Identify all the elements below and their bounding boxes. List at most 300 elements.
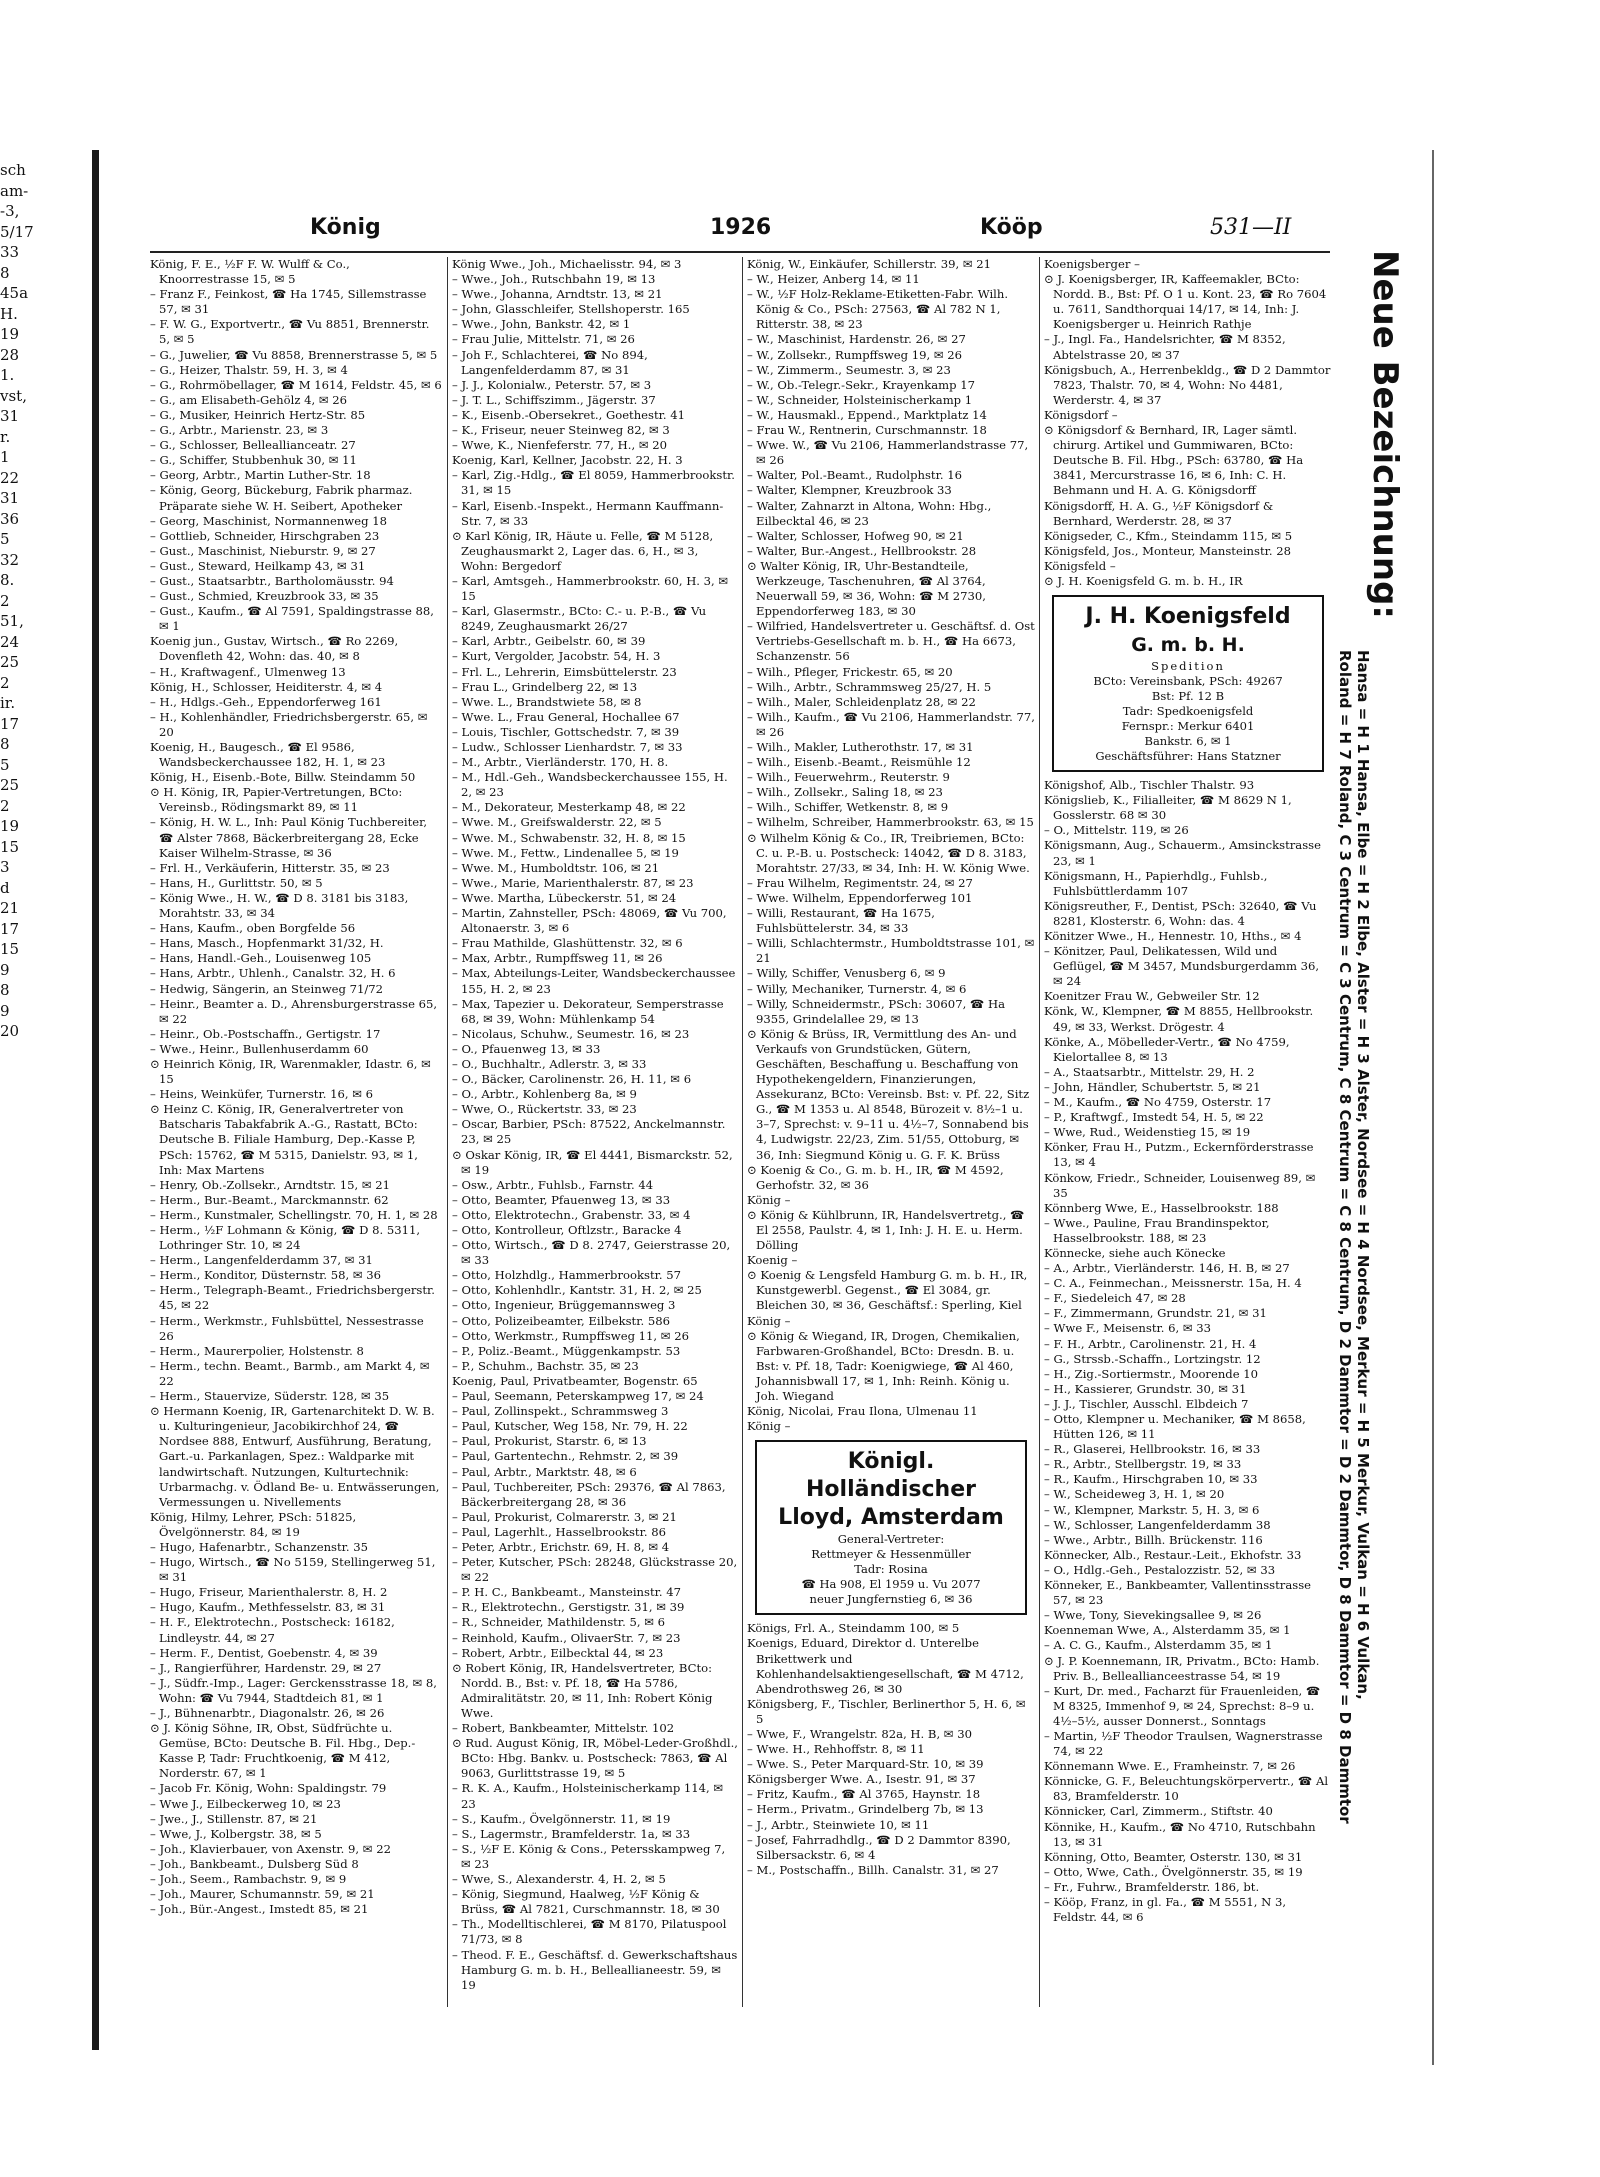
directory-entry: – Heinr., Beamter a. D., Ahrensburgerstrasse 65, ✉ 22 xyxy=(150,996,438,1026)
directory-entry: – Josef, Fahrradhdlg., ☎ D 2 Dammtor 8390, Silbersackstr. 6, ✉ 4 xyxy=(747,1832,1011,1862)
directory-entry: Könke, A., Möbelleder-Vertr., ☎ No 4759, Kielortallee 8, ✉ 13 xyxy=(1044,1034,1290,1064)
directory-entry: ⊙ J. Koenigsberger, IR, Kaffeemakler, BCto: Nordd. B., Bst: Pf. O 1 u. Kont. 23, ☎ Ro 7604 u. 7611, Sandthorquai 14/17, ✉ 14, Inh: J. Koenigsberger u. Heinrich Rathje xyxy=(1044,272,1327,332)
directory-entry: König, H., Eisenb.-Bote, Billw. Steindamm 50 xyxy=(150,770,416,785)
ad-line: Tadr: Spedkoenigsfeld xyxy=(1122,704,1254,719)
fragment-line: 15 xyxy=(0,837,20,856)
directory-entry: – W., Maschinist, Hardenstr. 26, ✉ 27 xyxy=(747,332,966,347)
ad-title-line2: G. m. b. H. xyxy=(1131,634,1245,657)
directory-entry: – Heinr., Ob.-Postschaffn., Gertigstr. 17 xyxy=(150,1026,381,1041)
directory-entry: – Paul, Gartentechn., Rehmstr. 2, ✉ 39 xyxy=(452,1449,679,1464)
directory-entry: – Wilh., Makler, Lutherothstr. 17, ✉ 31 xyxy=(747,740,974,754)
directory-entry: – Paul, Tuchbereiter, PSch: 29376, ☎ Al 7863, Bäckerbreitergang 28, ✉ 36 xyxy=(452,1479,726,1509)
fragment-line: 20 xyxy=(0,1022,20,1040)
fragment-line: 51, xyxy=(0,612,24,630)
directory-entry: Königsdorff, H. A. G., ½F Königsdorf & Bernhard, Werderstr. 28, ✉ 37 xyxy=(1044,498,1274,528)
directory-entry: Königsreuther, F., Dentist, PSch: 32640, ☎ Vu 8281, Klosterstr. 6, Wohn: das. 4 xyxy=(1044,898,1317,928)
directory-entry: – Willi, Schlachtermstr., Humboldtstrasse 101, ✉ 21 xyxy=(747,936,1035,966)
fragment-line: 19 xyxy=(0,817,20,835)
directory-entry: – Reinhold, Kaufm., OlivaerStr. 7, ✉ 23 xyxy=(452,1630,681,1645)
directory-entry: – Joh., Klavierbauer, von Axenstr. 9, ✉ 22 xyxy=(150,1841,391,1856)
directory-entry: König – xyxy=(747,1313,791,1328)
fragment-line: H. xyxy=(0,304,18,323)
directory-entry: – F. W. G., Exportvertr., ☎ Vu 8851, Brennerstr. 5, ✉ 5 xyxy=(150,317,430,347)
directory-entry: – M., Hdl.-Geh., Wandsbeckerchaussee 155, H. 2, ✉ 23 xyxy=(452,770,728,800)
directory-entry: ⊙ Walter König, IR, Uhr-Bestandteile, Werkzeuge, Taschenuhren, ☎ Al 3764, Neuerwall 59, ✉ 36, Wohn: ☎ M 2730, Eppendorferweg 183, ✉ 30 xyxy=(747,558,986,619)
directory-entry: – Wwe. M., Humboldtstr. 106, ✉ 21 xyxy=(452,860,660,875)
fragment-line: 17 xyxy=(0,919,20,938)
directory-entry: – Walter, Klempner, Kreuzbrook 33 xyxy=(747,483,952,498)
directory-entry: – Gust., Schmied, Kreuzbrook 33, ✉ 35 xyxy=(150,589,379,604)
directory-entry: – Peter, Kutscher, PSch: 28248, Glückstrasse 20, ✉ 22 xyxy=(452,1555,738,1585)
directory-entry: – Theod. F. E., Geschäftsf. d. Gewerkschaftshaus Hamburg G. m. b. H., Belleallianeestr. 59, ✉ 19 xyxy=(452,1947,738,1992)
directory-entry: – Georg, Maschinist, Normannenweg 18 xyxy=(150,513,387,528)
directory-entry: – H., Kohlenhändler, Friedrichsbergerstr. 65, ✉ 20 xyxy=(150,709,428,739)
directory-entry: – P. H. C., Bankbeamt., Mansteinstr. 47 xyxy=(452,1585,682,1600)
directory-entry: – Gust., Staatsarbtr., Bartholomäusstr. 94 xyxy=(150,573,394,588)
directory-entry: – O., Buchhaltr., Adlerstr. 3, ✉ 33 xyxy=(452,1056,647,1071)
fragment-line: 19 xyxy=(0,325,20,343)
directory-entry: – R., Schneider, Mathildenstr. 5, ✉ 6 xyxy=(452,1615,665,1630)
directory-entry: – Martin, Zahnsteller, PSch: 48069, ☎ Vu 700, Altonaerstr. 3, ✉ 6 xyxy=(452,906,727,936)
directory-entry: Koenig, Paul, Privatbeamter, Bogenstr. 65 xyxy=(452,1373,698,1388)
directory-entry: Königsberg, F., Tischler, Berlinerthor 5, H. 6, ✉ 5 xyxy=(747,1696,1026,1726)
directory-entry: ⊙ Rud. August König, IR, Möbel-Leder-Großhdl., BCto: Hbg. Bankv. u. Postscheck: 7863, ☎ Al 9063, Gurlittstrasse 19, ✉ 5 xyxy=(452,1736,738,1781)
directory-entry: Könkow, Friedr., Schneider, Louisenweg 89, ✉ 35 xyxy=(1044,1170,1316,1200)
directory-entry: ⊙ Koenig & Co., G. m. b. H., IR, ☎ M 4592, Gerhofstr. 32, ✉ 36 xyxy=(747,1162,1004,1192)
directory-entry: – Ludw., Schlosser Lienhardstr. 7, ✉ 33 xyxy=(452,740,683,754)
directory-entry: – G., Rohrmöbellager, ☎ M 1614, Feldstr. 45, ✉ 6 xyxy=(150,377,442,392)
directory-entry: – Wwe. L., Brandstwiete 58, ✉ 8 xyxy=(452,694,642,709)
directory-entry: Königsmann, Aug., Schauerm., Amsinckstrasse 23, ✉ 1 xyxy=(1044,838,1321,868)
directory-entry: ⊙ Wilhelm König & Co., IR, Treibriemen, BCto: C. u. P.-B. u. Postscheck: 14042, ☎ D 8. 3183, Morahtstr. 27/33, ✉ 34, Inh: H. W. König Wwe. xyxy=(747,830,1030,875)
ad-title-line1: Königl. Holländischer xyxy=(806,1449,976,1503)
column-4 xyxy=(1044,257,1332,2007)
directory-entry: – Otto, Kohlenhdlr., Kantstr. 31, H. 2, ✉ 25 xyxy=(452,1283,702,1298)
header-year: 1926 xyxy=(710,215,772,240)
directory-entry: – H., Hdlgs.-Geh., Eppendorferweg 161 xyxy=(150,694,382,709)
directory-entry: ⊙ Oskar König, IR, ☎ El 4441, Bismarckstr. 52, ✉ 19 xyxy=(452,1147,733,1177)
fragment-line: 8 xyxy=(0,981,10,999)
directory-entry: – O., Bäcker, Carolinenstr. 26, H. 11, ✉ 6 xyxy=(452,1072,692,1087)
directory-entry: – J., Ingl. Fa., Handelsrichter, ☎ M 8352, Abtelstrasse 20, ✉ 37 xyxy=(1044,332,1286,362)
column-4-entries-top xyxy=(1044,257,1332,589)
directory-entry: – W., Ob.-Telegr.-Sekr., Krayenkamp 17 xyxy=(747,377,976,392)
directory-entry: – Wwe. L., Frau General, Hochallee 67 xyxy=(452,709,680,724)
directory-entry: – Frl. H., Verkäuferin, Hitterstr. 35, ✉ 23 xyxy=(150,860,390,875)
directory-entry: – Herm., Langenfelderdamm 37, ✉ 31 xyxy=(150,1253,373,1268)
directory-entry: – J., Arbtr., Steinwiete 10, ✉ 11 xyxy=(747,1817,930,1832)
directory-entry: – O., Arbtr., Kohlenberg 8a, ✉ 9 xyxy=(452,1087,637,1102)
page-header xyxy=(150,215,1330,249)
directory-entry: – John, Händler, Schubertstr. 5, ✉ 21 xyxy=(1044,1079,1261,1094)
directory-entry: – Joh., Bür.-Angest., Imstedt 85, ✉ 21 xyxy=(150,1902,369,1917)
directory-entry: – Hans, Arbtr., Uhlenh., Canalstr. 32, H. 6 xyxy=(150,966,396,981)
directory-entry: – Paul, Lagerhlt., Hasselbrookstr. 86 xyxy=(452,1524,666,1539)
directory-entry: ⊙ König & Kühlbrunn, IR, Handelsvertretg., ☎ El 2558, Paulstr. 4, ✉ 1, Inh: J. H. E. u. Herm. Dölling xyxy=(747,1207,1025,1253)
directory-entry: – Wilh., Zollsekr., Saling 18, ✉ 23 xyxy=(747,785,943,800)
directory-entry: – Wwe., Heinr., Bullenhuserdamm 60 xyxy=(150,1041,369,1056)
directory-entry: Königsmann, H., Papierhdlg., Fuhlsb., Fuhlsbüttlerdamm 107 xyxy=(1044,868,1268,898)
directory-entry: Königsfeld – xyxy=(1044,558,1116,573)
directory-entry: – G., Schiffer, Stubbenhuk 30, ✉ 11 xyxy=(150,453,357,468)
ad-line: General-Vertreter: xyxy=(837,1532,945,1547)
directory-entry: Königsberger Wwe. A., Isestr. 91, ✉ 37 xyxy=(747,1772,976,1787)
directory-entry: – Max, Arbtr., Rumpffsweg 11, ✉ 26 xyxy=(452,951,663,966)
directory-entry: – Wwe., Marie, Marienthalerstr. 87, ✉ 23 xyxy=(452,875,694,890)
directory-entry: – Herm., techn. Beamt., Barmb., am Markt 4, ✉ 22 xyxy=(150,1358,430,1388)
fragment-line: 5 xyxy=(0,530,10,548)
ad-line: Geschäftsführer: Hans Statzner xyxy=(1095,749,1281,764)
directory-entry: – Louis, Tischler, Gottschedstr. 7, ✉ 39 xyxy=(452,724,680,739)
directory-entry: – Otto, Holzhdlg., Hammerbrookstr. 57 xyxy=(452,1268,681,1283)
directory-entry: – Martin, ½F Theodor Traulsen, Wagnerstrasse 74, ✉ 22 xyxy=(1044,1728,1323,1759)
directory-entry: – M., Postschaffn., Billh. Canalstr. 31, ✉ 27 xyxy=(747,1862,999,1877)
fragment-line: 1 xyxy=(0,448,10,466)
directory-entry: – J. T. L., Schiffszimm., Jägerstr. 37 xyxy=(452,392,656,407)
directory-entry: – Kurt, Vergolder, Jacobstr. 54, H. 3 xyxy=(452,649,661,664)
directory-entry: – Wwe, K., Nienfeferstr. 77, H., ✉ 20 xyxy=(452,438,667,453)
directory-entry: – Otto, Polizeibeamter, Eilbekstr. 586 xyxy=(452,1313,670,1328)
directory-entry: Königslieb, K., Filialleiter, ☎ M 8629 N 1, Gosslerstr. 68 ✉ 30 xyxy=(1044,793,1292,823)
sidebar-title: Neue Bezeichnung: xyxy=(1365,250,1405,620)
ad-line: Rettmeyer & Hessenmüller xyxy=(811,1547,971,1562)
directory-entry: Könk, W., Klempner, ☎ M 8855, Hellbrookstr. 49, ✉ 33, Werkst. Drögestr. 4 xyxy=(1044,1004,1314,1034)
directory-entry: ⊙ J. H. Koenigsfeld G. m. b. H., IR xyxy=(1044,573,1243,588)
directory-entry: Könning, Otto, Beamter, Osterstr. 130, ✉ 31 xyxy=(1044,1849,1303,1864)
directory-entry: – Herm., Maurerpolier, Holstenstr. 8 xyxy=(150,1343,364,1358)
advertisement-lloyd xyxy=(755,1440,1027,1615)
directory-entry: – Jwe., J., Stillenstr. 87, ✉ 21 xyxy=(150,1811,318,1826)
directory-entry: – Herm., Telegraph-Beamt., Friedrichsbergerstr. 45, ✉ 22 xyxy=(150,1283,435,1313)
fragment-line: 5/17 xyxy=(0,222,34,241)
fragment-line: 5 xyxy=(0,755,10,774)
column-3-entries-bottom xyxy=(747,1621,1035,1878)
directory-entry: – König Wwe., H. W., ☎ D 8. 3181 bis 3183, Morahtstr. 33, ✉ 34 xyxy=(150,890,409,921)
directory-entry: Koenig, Karl, Kellner, Jacobstr. 22, H. 3 xyxy=(452,453,683,468)
directory-entry: – R., Arbtr., Stellbergstr. 19, ✉ 33 xyxy=(1044,1457,1242,1472)
directory-entry: – Hans, Masch., Hopfenmarkt 31/32, H. xyxy=(150,936,384,951)
ad-line: Fernspr.: Merkur 6401 xyxy=(1121,719,1255,734)
directory-entry: – Otto, Kontrolleur, Oftlzstr., Baracke 4 xyxy=(452,1223,682,1237)
directory-entry: Könnicke, G. F., Beleuchtungskörpervertr., ☎ Al 83, Bramfelderstr. 10 xyxy=(1044,1774,1329,1804)
fragment-line: 9 xyxy=(0,1001,10,1020)
directory-entry: – Wwe, S., Alexanderstr. 4, H. 2, ✉ 5 xyxy=(452,1872,666,1887)
directory-entry: König, Hilmy, Lehrer, PSch: 51825, Övelgönnerstr. 84, ✉ 19 xyxy=(150,1509,357,1539)
fragment-line: 8 xyxy=(0,735,10,753)
fragment-line: am- xyxy=(0,181,29,200)
directory-entry: Königsdorf – xyxy=(1044,407,1118,422)
column-1 xyxy=(150,257,442,2007)
directory-entry: – Wwe., John, Bankstr. 42, ✉ 1 xyxy=(452,317,631,332)
directory-entry: – S., Lagermstr., Bramfelderstr. 1a, ✉ 33 xyxy=(452,1826,691,1841)
directory-entry: – W., Heizer, Anberg 14, ✉ 11 xyxy=(747,272,920,287)
directory-entry: Koenig, H., Baugesch., ☎ El 9586, Wandsbeckerchaussee 182, H. 1, ✉ 23 xyxy=(150,740,386,770)
directory-entry: Königseder, C., Kfm., Steindamm 115, ✉ 5 xyxy=(1044,528,1293,543)
directory-entry: – Hugo, Friseur, Marienthalerstr. 8, H. 2 xyxy=(150,1585,388,1600)
directory-entry: – Otto, Werkmstr., Rumpffsweg 11, ✉ 26 xyxy=(452,1328,689,1343)
directory-entry: – Walter, Schlosser, Hofweg 90, ✉ 21 xyxy=(747,528,964,543)
ad-line: Tadr: Rosina xyxy=(854,1562,928,1577)
fragment-line: vst, xyxy=(0,386,27,405)
directory-entry: – F., Siedeleich 47, ✉ 28 xyxy=(1044,1291,1186,1306)
directory-entry: – Max, Tapezier u. Dekorateur, Semperstrasse 68, ✉ 39, Wohn: Mühlenkamp 54 xyxy=(452,996,724,1026)
fragment-line: 21 xyxy=(0,899,20,917)
directory-entry: – Walter, Pol.-Beamt., Rudolphstr. 16 xyxy=(747,468,962,483)
fragment-line: 2 xyxy=(0,796,10,815)
directory-entry: König Wwe., Joh., Michaelisstr. 94, ✉ 3 xyxy=(452,257,682,271)
directory-entry: – G., am Elisabeth-Gehölz 4, ✉ 26 xyxy=(150,392,348,407)
directory-entry: – Fritz, Kaufm., ☎ Al 3765, Haynstr. 18 xyxy=(747,1787,981,1802)
directory-entry: ⊙ J. König Söhne, IR, Obst, Südfrüchte u. Gemüse, BCto: Deutsche B. Fil. Hbg., Dep.-Kasse P, Tadr: Fruchtkoenig, ☎ M 412, Norderstr. 67, ✉ 1 xyxy=(150,1721,416,1781)
directory-page xyxy=(150,215,1330,2010)
directory-entry: – Herm., Konditor, Düsternstr. 58, ✉ 36 xyxy=(150,1268,382,1283)
directory-entry: – Max, Abteilungs-Leiter, Wandsbeckerchaussee 155, H. 2, ✉ 23 xyxy=(452,966,736,996)
header-rule xyxy=(150,251,1330,253)
ad-line: ☎ Ha 908, El 1959 u. Vu 2077 xyxy=(801,1577,981,1592)
directory-entry: – O., Pfauenweg 13, ✉ 33 xyxy=(452,1041,601,1056)
ad-title-line2: Lloyd, Amsterdam xyxy=(778,1505,1004,1531)
directory-entry: – Frau Wilhelm, Regimentstr. 24, ✉ 27 xyxy=(747,875,973,890)
directory-entry: ⊙ Hermann Koenig, IR, Gartenarchitekt D. W. B. u. Kulturingenieur, Jacobikirchhof 24, ☎ Nordsee 888, Entwurf, Ausführung, Beratung, Gart.-u. Parkanlagen, Spez.: Waldparke mit landwirtschaft. Nutzungen, Kulturtechnik: Urbarmachg. v. Ödland Be- u. Entwässerungen, Vermessungen u. Nivellements xyxy=(150,1404,440,1509)
sidebar-line-1: Hansa = H 1 Hansa, Elbe = H 2 Elbe, Alster = H 3 Alster, Nordsee = H 4 Nordsee, Merkur = H 5 Merkur, Vulkan = H 6 Vulkan, xyxy=(1354,650,1372,1700)
sidebar-new-designation xyxy=(1335,250,1415,1900)
directory-entry: ⊙ König & Wiegand, IR, Drogen, Chemikalien, Farbwaren-Großhandel, BCto: Dresdn. B. u. Bst: v. Pf. 18, Tadr: Koenigwiege, ☎ Al 460, Johannisbwall 17, ✉ 1, Inh: Reinh. König u. Joh. Wiegand xyxy=(747,1328,1020,1404)
directory-entry: – Fr., Fuhrw., Bramfelderstr. 186, bt. xyxy=(1044,1879,1260,1894)
fragment-line: d xyxy=(0,878,10,897)
sidebar-line-2: Roland = H 7 Roland, C 3 Centrum = C 3 Centrum, C 8 Centrum = C 8 Centrum, D 2 Dammtor = D 2 Dammtor, D 8 Dammtor = D 8 Dammtor xyxy=(1336,650,1354,1824)
column-divider xyxy=(1039,257,1040,2007)
directory-entry: – Wwe., Arbtr., Billh. Brückenstr. 116 xyxy=(1044,1532,1263,1547)
directory-entry: Könnicker, Carl, Zimmerm., Stiftstr. 40 xyxy=(1044,1804,1273,1819)
directory-entry: – Frl. L., Lehrerin, Eimsbüttelerstr. 23 xyxy=(452,664,677,679)
directory-entry: ⊙ J. P. Koennemann, IR, Privatm., BCto: Hamb. Priv. B., Belleallianceestrasse 54, ✉ 19 xyxy=(1044,1653,1320,1683)
directory-entry: – W., Scheideweg 3, H. 1, ✉ 20 xyxy=(1044,1487,1225,1502)
header-left-keyword: König xyxy=(310,215,381,240)
directory-entry: – Frau Julie, Mittelstr. 71, ✉ 26 xyxy=(452,332,635,347)
directory-entry: – Kurt, Dr. med., Facharzt für Frauenleiden, ☎ M 8325, Immenhof 9, ✉ 24, Sprechst: 8–9 u. 4½–5½, ausser Donnerst., Sonntags xyxy=(1044,1683,1321,1728)
column-2 xyxy=(452,257,738,2007)
directory-entry: – Karl, Zig.-Hdlg., ☎ El 8059, Hammerbrookstr. 31, ✉ 15 xyxy=(452,468,735,498)
directory-entry: – Gust., Kaufm., ☎ Al 7591, Spaldingstrasse 88, ✉ 1 xyxy=(150,604,434,634)
directory-entry: – Otto, Klempner u. Mechaniker, ☎ M 8658, Hütten 126, ✉ 11 xyxy=(1044,1412,1306,1442)
directory-entry: – Otto, Wirtsch., ☎ D 8. 2747, Geierstrasse 20, ✉ 33 xyxy=(452,1238,731,1268)
fragment-line: -3, xyxy=(0,202,20,220)
directory-entry: – Walter, Zahnarzt in Altona, Wohn: Hbg., Eilbecktal 46, ✉ 23 xyxy=(747,498,992,528)
directory-entry: Könnemann Wwe. E., Framheinstr. 7, ✉ 26 xyxy=(1044,1759,1296,1774)
directory-entry: – M., Kaufm., ☎ No 4759, Osterstr. 17 xyxy=(1044,1095,1272,1110)
directory-entry: König – xyxy=(747,1192,791,1207)
directory-entry: – Herm., Stauervize, Süderstr. 128, ✉ 35 xyxy=(150,1389,390,1404)
directory-entry: – Wwe. M., Fettw., Lindenallee 5, ✉ 19 xyxy=(452,845,679,860)
directory-entry: – König, Siegmund, Haalweg, ½F König & Brüss, ☎ Al 7821, Curschmannstr. 18, ✉ 30 xyxy=(452,1887,720,1917)
ad-line: BCto: Vereinsbank, PSch: 49267 xyxy=(1093,674,1283,689)
directory-entry: – Herm. F., Dentist, Goebenstr. 4, ✉ 39 xyxy=(150,1645,378,1660)
directory-entry: – Herm., Bur.-Beamt., Marckmannstr. 62 xyxy=(150,1192,389,1207)
directory-entry: – Joh., Maurer, Schumannstr. 59, ✉ 21 xyxy=(150,1887,375,1902)
directory-entry: König, F. E., ½F F. W. Wulff & Co., Knoorrestrasse 15, ✉ 5 xyxy=(150,257,350,287)
directory-entry: – Herm., Privatm., Grindelberg 7b, ✉ 13 xyxy=(747,1802,984,1817)
directory-entry: – Willy, Mechaniker, Turnerstr. 4, ✉ 6 xyxy=(747,981,967,996)
directory-entry: – J. J., Tischler, Ausschl. Elbdeich 7 xyxy=(1044,1396,1249,1411)
fragment-line: 31 xyxy=(0,407,20,425)
directory-entry: – Herm., Kunstmaler, Schellingstr. 70, H. 1, ✉ 28 xyxy=(150,1207,438,1222)
directory-entry: – Herm., Werkmstr., Fuhlsbüttel, Nessestrasse 26 xyxy=(150,1313,424,1343)
directory-entry: – H. F., Elektrotechn., Postscheck: 16182, Lindleystr. 44, ✉ 27 xyxy=(150,1615,395,1645)
directory-entry: – F., Zimmermann, Grundstr. 21, ✉ 31 xyxy=(1044,1306,1267,1321)
directory-entry: König, H., Schlosser, Heiditerstr. 4, ✉ 4 xyxy=(150,679,383,694)
directory-entry: – F. H., Arbtr., Carolinenstr. 21, H. 4 xyxy=(1044,1336,1257,1351)
directory-entry: – Robert, Bankbeamter, Mittelstr. 102 xyxy=(452,1721,675,1736)
directory-entry: Königs, Frl. A., Steindamm 100, ✉ 5 xyxy=(747,1621,960,1636)
page-number: 531—II xyxy=(1210,215,1292,240)
ad-line: Spedition xyxy=(1151,659,1225,674)
directory-entry: Koenitzer Frau W., Gebweiler Str. 12 xyxy=(1044,989,1260,1004)
directory-entry: – Otto, Elektrotechn., Grabenstr. 33, ✉ 4 xyxy=(452,1207,691,1222)
directory-entry: Königshof, Alb., Tischler Thalstr. 93 xyxy=(1044,778,1255,793)
fragment-line: 32 xyxy=(0,550,20,569)
directory-entry: – Franz F., Feinkost, ☎ Ha 1745, Sillemstrasse 57, ✉ 31 xyxy=(150,287,427,317)
directory-entry: ⊙ Koenig & Lengsfeld Hamburg G. m. b. H., IR, Kunstgewerbl. Gegenst., ☎ El 3084, gr. Bleichen 30, ✉ 36, Geschäftsf.: Sperling, Kiel xyxy=(747,1268,1028,1313)
fragment-line: 8. xyxy=(0,571,15,589)
fragment-line: 36 xyxy=(0,509,20,528)
fragment-line: 2 xyxy=(0,673,10,692)
fragment-line: 31 xyxy=(0,489,20,507)
directory-entry: – Hans, Kaufm., oben Borgfelde 56 xyxy=(150,921,356,936)
directory-entry: – H., Kassierer, Grundstr. 30, ✉ 31 xyxy=(1044,1381,1247,1396)
directory-entry: Könnike, H., Kaufm., ☎ No 4710, Rutschbahn 13, ✉ 31 xyxy=(1044,1819,1316,1849)
directory-entry: Königsfeld, Jos., Monteur, Mansteinstr. 28 xyxy=(1044,543,1291,558)
directory-entry: – Paul, Prokurist, Colmarerstr. 3, ✉ 21 xyxy=(452,1509,677,1524)
directory-entry: – J., Rangierführer, Hardenstr. 29, ✉ 27 xyxy=(150,1660,382,1675)
directory-entry: – Willi, Restaurant, ☎ Ha 1675, Fuhlsbüttelerstr. 34, ✉ 33 xyxy=(747,906,935,936)
directory-entry: – R., Glaserei, Hellbrookstr. 16, ✉ 33 xyxy=(1044,1442,1261,1457)
directory-entry: – Hugo, Kaufm., Methfesselstr. 83, ✉ 31 xyxy=(150,1600,386,1615)
directory-entry: ⊙ Heinrich König, IR, Warenmakler, Idastr. 6, ✉ 15 xyxy=(150,1056,431,1087)
directory-entry: – Frau L., Grindelberg 22, ✉ 13 xyxy=(452,679,638,694)
directory-entry: – Hugo, Wirtsch., ☎ No 5159, Stellingerweg 51, ✉ 31 xyxy=(150,1555,436,1585)
directory-entry: – Oscar, Barbier, PSch: 87522, Anckelmannstr. 23, ✉ 25 xyxy=(452,1117,726,1147)
directory-entry: – Henry, Ob.-Zollsekr., Arndtstr. 15, ✉ 21 xyxy=(150,1177,390,1192)
fragment-line: sch xyxy=(0,161,26,179)
column-divider xyxy=(742,257,743,2007)
directory-entry: – Hans, Handl.-Geh., Louisenweg 105 xyxy=(150,951,372,966)
directory-entry: Koenig jun., Gustav, Wirtsch., ☎ Ro 2269, Dovenfleth 42, Wohn: das. 40, ✉ 8 xyxy=(150,634,399,664)
directory-entry: – Paul, Arbtr., Marktstr. 48, ✉ 6 xyxy=(452,1464,637,1479)
directory-entry: – W., Hausmakl., Eppend., Marktplatz 14 xyxy=(747,407,987,422)
directory-entry: – Hugo, Hafenarbtr., Schanzenstr. 35 xyxy=(150,1539,369,1554)
directory-entry: – Wwe. Martha, Lübeckerstr. 51, ✉ 24 xyxy=(452,890,677,905)
ad-line: Bst: Pf. 12 B xyxy=(1151,689,1225,704)
directory-entry: – Peter, Arbtr., Erichstr. 69, H. 8, ✉ 4 xyxy=(452,1539,670,1554)
directory-entry: König, Nicolai, Frau Ilona, Ulmenau 11 xyxy=(747,1404,978,1419)
directory-entry: – Walter, Bur.-Angest., Hellbrookstr. 28 xyxy=(747,543,977,558)
fragment-line: 33 xyxy=(0,243,20,261)
directory-entry: – Karl, Amtsgeh., Hammerbrookstr. 60, H. 3, ✉ 15 xyxy=(452,573,729,604)
directory-entry: Könnecke, siehe auch Könecke xyxy=(1044,1245,1226,1260)
directory-entry: – Wilh., Kaufm., ☎ Vu 2106, Hammerlandstr. 77, ✉ 26 xyxy=(747,709,1035,739)
directory-entry: – Wilh., Arbtr., Schrammsweg 25/27, H. 5 xyxy=(747,679,992,694)
directory-entry: Könnecker, Alb., Restaur.-Leit., Ekhofstr. 33 xyxy=(1044,1547,1302,1562)
directory-entry: – Frau Mathilde, Glashüttenstr. 32, ✉ 6 xyxy=(452,936,683,951)
directory-entry: König, W., Einkäufer, Schillerstr. 39, ✉ 21 xyxy=(747,257,992,271)
directory-entry: Koenigs, Eduard, Direktor d. Unterelbe Brikettwerk und Kohlenhandelsaktiengesellschaft, ☎ M 4712, Abendrothsweg 26, ✉ 30 xyxy=(747,1636,1024,1696)
directory-entry: – Wilh., Pfleger, Frickestr. 65, ✉ 20 xyxy=(747,664,953,679)
directory-entry: – Paul, Prokurist, Starstr. 6, ✉ 13 xyxy=(452,1434,647,1449)
directory-entry: – Wwe, F., Wrangelstr. 82a, H. B, ✉ 30 xyxy=(747,1726,972,1741)
directory-entry: – G., Musiker, Heinrich Hertz-Str. 85 xyxy=(150,407,366,422)
directory-entry: – W., Zollsekr., Rumpffsweg 19, ✉ 26 xyxy=(747,347,963,362)
fragment-line: ir. xyxy=(0,694,16,712)
directory-entry: – Joh F., Schlachterei, ☎ No 894, Langenfelderdamm 87, ✉ 31 xyxy=(452,347,648,377)
directory-entry: – J., Bühnenarbtr., Diagonalstr. 26, ✉ 26 xyxy=(150,1706,385,1720)
fragment-line: r. xyxy=(0,427,11,446)
directory-entry: – K., Eisenb.-Obersekret., Goethestr. 41 xyxy=(452,407,686,422)
directory-entry: – C. A., Feinmechan., Meissnerstr. 15a, H. 4 xyxy=(1044,1276,1302,1291)
directory-entry: Könnberg Wwe, E., Hasselbrookstr. 188 xyxy=(1044,1200,1279,1215)
directory-entry: ⊙ König & Brüss, IR, Vermittlung des An- und Verkaufs von Grundstücken, Gütern, Geschäften, Beschaffung u. Beschaffung von Hypothekengeldern, Finanzierungen, Assekuranz, BCto: Vereinsb. Bst: v. Pf. 22, Sitz G., ☎ M 1353 u. Al 8548, Bürozeit v. 8½–1 u. 3–7, Sprechst: v. 9–11 u. 4½–7, Sonnabend bis 4, Ludwigstr. 22/23, Zim. 51/55, Ottoburg, ✉ 36, Inh: Siegmund König u. G. F. K. Brüss xyxy=(747,1026,1030,1162)
directory-entry: – P., Schuhm., Bachstr. 35, ✉ 23 xyxy=(452,1358,639,1373)
fragment-line: 28 xyxy=(0,345,20,364)
directory-entry: – P., Kraftwgf., Imstedt 54, H. 5, ✉ 22 xyxy=(1044,1110,1264,1125)
directory-entry: – Wwe. M., Greifswalderstr. 22, ✉ 5 xyxy=(452,815,662,830)
directory-entry: ⊙ Karl König, IR, Häute u. Felle, ☎ M 5128, Zeughausmarkt 2, Lager das. 6, H., ✉ 3, Wohn: Bergedorf xyxy=(452,528,714,573)
directory-entry: – Wilh., Schiffer, Wetkenstr. 8, ✉ 9 xyxy=(747,800,949,815)
directory-entry: – H., Zig.-Sortiermstr., Moorende 10 xyxy=(1044,1366,1259,1381)
header-right-keyword: Kööp xyxy=(980,215,1043,240)
directory-entry: – König, Georg, Bückeburg, Fabrik pharmaz. Präparate siehe W. H. Seibert, Apotheker xyxy=(150,483,413,513)
directory-entry: – Wilh., Eisenb.-Beamt., Reismühle 12 xyxy=(747,755,971,770)
directory-entry: – Otto, Beamter, Pfauenweg 13, ✉ 33 xyxy=(452,1192,671,1207)
directory-entry: – R., Elektrotechn., Gerstigstr. 31, ✉ 39 xyxy=(452,1600,685,1615)
directory-entry: – Wilh., Maler, Schleidenplatz 28, ✉ 22 xyxy=(747,694,976,709)
directory-entry: – Georg, Arbtr., Martin Luther-Str. 18 xyxy=(150,468,371,483)
directory-entry: – Könitzer, Paul, Delikatessen, Wild und Geflügel, ☎ M 3457, Mundsburgerdamm 36, ✉ 24 xyxy=(1044,944,1320,989)
directory-entry: – W., Schlosser, Langenfelderdamm 38 xyxy=(1044,1517,1271,1532)
ad-line: Bankstr. 6, ✉ 1 xyxy=(1144,734,1232,749)
directory-entry: – Wwe. W., ☎ Vu 2106, Hammerlandstrasse 77, ✉ 26 xyxy=(747,438,1029,468)
directory-entry: Koenneman Wwe, A., Alsterdamm 35, ✉ 1 xyxy=(1044,1623,1291,1638)
directory-entry: – John, Glasschleifer, Stellshoperstr. 165 xyxy=(452,302,690,317)
directory-entry: – Wilhelm, Schreiber, Hammerbrookstr. 63, ✉ 15 xyxy=(747,815,1034,830)
directory-entry: – Kööp, Franz, in gl. Fa., ☎ M 5551, N 3, Feldstr. 44, ✉ 6 xyxy=(1044,1895,1287,1925)
directory-entry: Könker, Frau H., Putzm., Eckernförderstrasse 13, ✉ 4 xyxy=(1044,1140,1314,1170)
ad-title-line1: J. H. Koenigsfeld xyxy=(1085,604,1291,630)
column-4-entries-bottom xyxy=(1044,778,1332,1925)
directory-entry: – G., Heizer, Thalstr. 59, H. 3, ✉ 4 xyxy=(150,362,348,377)
directory-entry: – Nicolaus, Schuhw., Seumestr. 16, ✉ 23 xyxy=(452,1026,690,1041)
directory-entry: – Gottlieb, Schneider, Hirschgraben 23 xyxy=(150,528,380,543)
fragment-line: 2 xyxy=(0,591,10,610)
directory-entry: – Joh., Bankbeamt., Dulsberg Süd 8 xyxy=(150,1856,359,1871)
fragment-line: 24 xyxy=(0,632,20,651)
directory-entry: ⊙ Robert König, IR, Handelsvertreter, BCto: Nordd. B., Bst: v. Pf. 18, ☎ Ha 5786, Admiralitätstr. 20, ✉ 11, Inh: Robert König Wwe. xyxy=(452,1660,713,1720)
fragment-line: 3 xyxy=(0,858,10,876)
directory-entry: – Wwe. S., Peter Marquard-Str. 10, ✉ 39 xyxy=(747,1757,984,1772)
directory-entry: – Wwe. M., Schwabenstr. 32, H. 8, ✉ 15 xyxy=(452,830,686,845)
directory-entry: – S., Kaufm., Övelgönnerstr. 11, ✉ 19 xyxy=(452,1811,671,1826)
directory-entry: Koenigsberger – xyxy=(1044,257,1140,271)
directory-entry: – Hedwig, Sängerin, an Steinweg 71/72 xyxy=(150,981,383,996)
directory-entry: – Wilfried, Handelsvertreter u. Geschäftsf. d. Ost Vertriebs-Gesellschaft m. b. H., ☎ Ha 6673, Schanzenstr. 56 xyxy=(747,619,1035,664)
fragment-line: 8 xyxy=(0,263,10,282)
directory-entry: – Th., Modelltischlerei, ☎ M 8170, Pilatuspool 71/73, ✉ 8 xyxy=(452,1917,727,1947)
directory-entry: – J., Südfr.-Imp., Lager: Gerckensstrasse 18, ✉ 8, Wohn: ☎ Vu 7944, Stadtdeich 81, ✉ 1 xyxy=(150,1675,437,1705)
directory-entry: – W., Schneider, Holsteinischerkamp 1 xyxy=(747,392,973,407)
directory-entry: – Wwe J., Eilbeckerweg 10, ✉ 23 xyxy=(150,1796,341,1811)
directory-entry: – Otto, Ingenieur, Brüggemannsweg 3 xyxy=(452,1298,676,1313)
column-3-entries-top xyxy=(747,257,1035,1434)
directory-entry: – Herm., ½F Lohmann & König, ☎ D 8. 5311, Lothringer Str. 10, ✉ 24 xyxy=(150,1223,421,1253)
